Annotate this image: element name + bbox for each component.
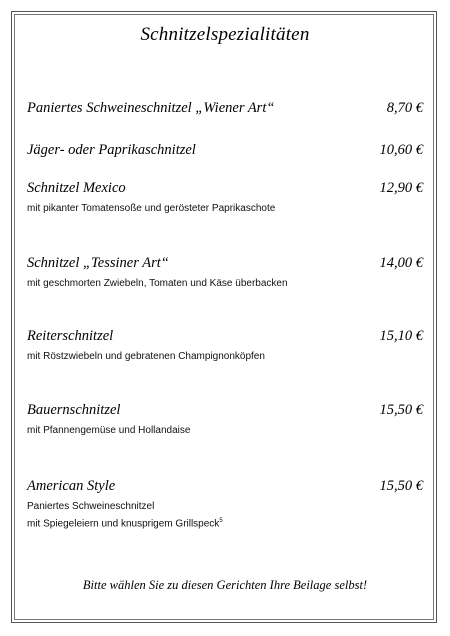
item-description: mit geschmorten Zwiebeln, Tomaten und Käse überbacken [27, 278, 288, 289]
menu-item-american [27, 478, 423, 531]
allergen-footnote: 5 [219, 518, 223, 524]
item-price: 15,10 € [379, 328, 423, 344]
item-price: 15,50 € [379, 402, 423, 418]
item-description: mit Pfannengemüse und Hollandaise [27, 425, 191, 436]
item-price: 12,90 € [379, 180, 423, 196]
item-name: Schnitzel „Tessiner Art“ [27, 255, 169, 271]
item-name: Reiterschnitzel [27, 328, 114, 344]
side-dish-note: Bitte wählen Sie zu diesen Gerichten Ihre Beilage selbst! [82, 578, 368, 592]
item-description: mit Röstzwiebeln und gebratenen Champignonköpfen [27, 351, 265, 362]
item-name: American Style [27, 478, 116, 494]
item-name: Bauernschnitzel [27, 402, 121, 418]
item-price: 8,70 € [386, 100, 423, 116]
item-price: 15,50 € [379, 478, 423, 494]
menu-item-reiter [27, 328, 423, 364]
item-name: Schnitzel Mexico [27, 180, 126, 196]
description-text: mit Spiegeleiern und knusprigem Grillspeck [27, 518, 220, 530]
menu-item-tessiner [27, 255, 423, 291]
item-name: Jäger- oder Paprikaschnitzel [27, 142, 196, 158]
description-line: Paniertes Schweineschnitzel [27, 501, 155, 512]
menu-item-wiener [27, 100, 423, 117]
menu-item-mexico [27, 180, 423, 216]
item-description: mit pikanter Tomatensoße und gerösteter Paprikaschote [27, 203, 276, 214]
item-price: 10,60 € [379, 142, 423, 158]
item-description [27, 500, 423, 531]
menu-title: Schnitzelspezialitäten [140, 24, 310, 45]
menu-item-jaeger [27, 142, 423, 159]
menu-item-bauern [27, 402, 423, 438]
item-price: 14,00 € [379, 255, 423, 271]
item-name: Paniertes Schweineschnitzel „Wiener Art“ [27, 100, 275, 116]
description-line [27, 514, 423, 531]
